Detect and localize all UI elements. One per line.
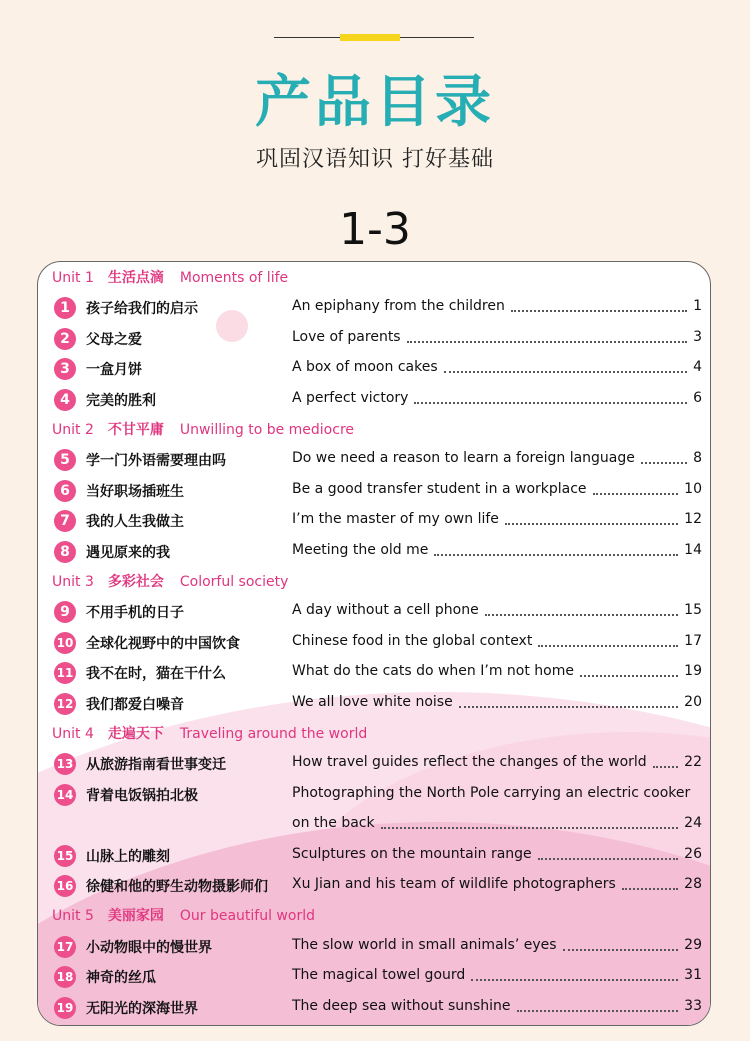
- entry-page-number: 28: [684, 876, 702, 892]
- entry-title-en: Be a good transfer student in a workplace: [292, 480, 587, 497]
- dot-leader: [444, 371, 687, 373]
- entry-title-cn: 完美的胜利: [86, 392, 156, 409]
- unit-heading: [52, 723, 367, 743]
- entry-title-cn: 小动物眼中的慢世界: [86, 939, 212, 956]
- unit-title-cn: 生活点滴: [107, 270, 164, 286]
- entry-title-cn: 当好职场插班生: [86, 483, 184, 500]
- toc-entry[interactable]: [38, 872, 711, 902]
- entry-number-badge: 16: [54, 875, 76, 897]
- entry-title-en: I’m the master of my own life: [292, 511, 499, 528]
- unit-title-cn: 美丽家园: [107, 908, 164, 925]
- toc-entry[interactable]: [38, 750, 711, 780]
- unit-label: Unit 2: [52, 422, 94, 438]
- dot-leader: [471, 979, 678, 981]
- dot-leader: [580, 675, 678, 677]
- toc-entry[interactable]: [38, 294, 711, 324]
- dot-leader: [622, 888, 678, 890]
- entry-title-en: How travel guides reflect the changes of the world: [292, 754, 647, 771]
- entry-number-badge: 10: [54, 632, 76, 654]
- entry-number-badge: 7: [54, 510, 76, 532]
- unit-label: Unit 3: [52, 574, 94, 590]
- unit-heading: [52, 419, 354, 439]
- entry-title-en: A perfect victory: [292, 389, 409, 406]
- unit-heading: [52, 905, 315, 925]
- unit-title-en: Traveling around the world: [179, 726, 368, 742]
- toc-entry[interactable]: [38, 386, 711, 416]
- entry-title-cn: 孩子给我们的启示: [86, 301, 198, 318]
- entry-number-badge: 9: [54, 601, 76, 623]
- toc-entry[interactable]: [38, 690, 711, 720]
- entry-number-badge: 14: [54, 784, 76, 806]
- entry-title-cn: 全球化视野中的中国饮食: [86, 635, 240, 652]
- dot-leader: [381, 827, 678, 829]
- toc-entry[interactable]: [38, 629, 711, 659]
- dot-leader: [641, 462, 687, 464]
- entry-title-en: We all love white noise: [292, 693, 453, 710]
- entry-title-en-continued: on the back: [292, 815, 375, 832]
- entry-page-number: 8: [693, 450, 702, 467]
- entry-number-badge: 11: [54, 662, 76, 684]
- toc-entry[interactable]: [38, 325, 711, 355]
- unit-title-en: Unwilling to be mediocre: [179, 422, 355, 438]
- entry-title-cn: 徐健和他的野生动物摄影师们: [86, 879, 268, 895]
- entry-title-cn: 我不在时，猫在干什么: [86, 666, 226, 683]
- toc-entry[interactable]: [38, 933, 711, 963]
- dot-leader: [563, 949, 678, 951]
- entry-title-cn: 我的人生我做主: [86, 514, 184, 531]
- entry-title-en: Love of parents: [292, 328, 401, 345]
- entry-title-en: Do we need a reason to learn a foreign language: [292, 450, 635, 467]
- toc-entry[interactable]: [38, 598, 711, 628]
- entry-page-number: 6: [693, 389, 702, 406]
- entry-title-cn: 无阳光的深海世界: [86, 1000, 198, 1017]
- entry-title-cn: 遇见原来的我: [86, 544, 170, 561]
- dot-leader: [505, 523, 678, 525]
- entry-title-en: An epiphany from the children: [292, 298, 505, 315]
- entry-title-en: The deep sea without sunshine: [292, 997, 511, 1014]
- entry-title-cn: 学一门外语需要理由吗: [86, 453, 226, 470]
- entry-page-number: 1: [693, 298, 702, 315]
- dot-leader: [485, 614, 678, 616]
- dot-leader: [538, 858, 678, 860]
- toc-entry-continuation[interactable]: [38, 811, 711, 841]
- entry-title-en: Xu Jian and his team of wildlife photographers: [292, 876, 616, 892]
- entry-title-cn: 父母之爱: [86, 331, 142, 348]
- entry-title-en: A box of moon cakes: [292, 359, 438, 376]
- entry-title-cn: 从旅游指南看世事变迁: [86, 757, 226, 774]
- entry-page-number: 31: [684, 967, 702, 984]
- entry-number-badge: 3: [54, 358, 76, 380]
- entry-title-en: Photographing the North Pole carrying an electric cooker: [292, 784, 691, 801]
- entry-title-cn: 背着电饭锅拍北极: [86, 787, 198, 804]
- entry-page-number: 20: [684, 693, 702, 710]
- toc-entry[interactable]: [38, 446, 711, 476]
- entry-title-cn: 一盒月饼: [86, 362, 142, 379]
- entry-title-en: The magical towel gourd: [292, 967, 466, 984]
- top-accent-bar: [340, 34, 400, 41]
- entry-page-number: 24: [684, 815, 702, 832]
- entry-page-number: 4: [693, 359, 702, 376]
- entry-number-badge: 1: [54, 297, 76, 319]
- volume-range: 1-3: [339, 204, 411, 255]
- unit-heading: [52, 571, 288, 591]
- toc-entry[interactable]: [38, 355, 711, 385]
- toc-entry[interactable]: [38, 994, 711, 1024]
- toc-entry[interactable]: [38, 507, 711, 537]
- toc-entry[interactable]: [38, 781, 711, 811]
- unit-title-en: Colorful society: [179, 574, 289, 590]
- entry-title-cn: 我们都爱白噪音: [86, 696, 184, 713]
- dot-leader: [593, 493, 678, 495]
- entry-title-en: What do the cats do when I’m not home: [292, 663, 574, 680]
- entry-page-number: 3: [693, 328, 702, 345]
- dot-leader: [414, 402, 687, 404]
- entry-number-badge: 12: [54, 693, 76, 715]
- entry-number-badge: 15: [54, 845, 76, 867]
- unit-label: Unit 4: [52, 726, 94, 742]
- unit-label: Unit 5: [52, 908, 94, 925]
- entry-number-badge: 17: [54, 936, 76, 958]
- entry-number-badge: 6: [54, 480, 76, 502]
- entry-page-number: 33: [684, 997, 702, 1014]
- entry-page-number: 17: [684, 632, 702, 649]
- contents-card: [37, 261, 711, 1026]
- entry-page-number: 22: [684, 754, 702, 771]
- unit-title-en: Moments of life: [179, 270, 289, 286]
- entry-title-en: The slow world in small animals’ eyes: [292, 936, 557, 953]
- dot-leader: [517, 1010, 678, 1012]
- dot-leader: [407, 341, 687, 343]
- page-subtitle: 巩固汉语知识 打好基础: [256, 147, 494, 172]
- entry-number-badge: 13: [54, 753, 76, 775]
- entry-number-badge: 19: [54, 997, 76, 1019]
- unit-label: Unit 1: [52, 270, 94, 286]
- entry-page-number: 29: [684, 936, 702, 953]
- dot-leader: [459, 706, 678, 708]
- unit-title-cn: 走遍天下: [107, 726, 164, 742]
- entry-title-en: Meeting the old me: [292, 541, 429, 558]
- page-title: 产品目录: [255, 70, 495, 135]
- entry-title-en: Chinese food in the global context: [292, 632, 533, 649]
- dot-leader: [511, 310, 687, 312]
- entry-number-badge: 2: [54, 328, 76, 350]
- entry-page-number: 10: [684, 480, 702, 497]
- unit-title-cn: 不甘平庸: [107, 422, 164, 438]
- entry-title-cn: 神奇的丝瓜: [86, 970, 156, 987]
- entry-page-number: 26: [684, 845, 702, 862]
- toc-entry[interactable]: [38, 963, 711, 993]
- entry-number-badge: 5: [54, 449, 76, 471]
- entry-page-number: 19: [684, 663, 702, 680]
- entry-title-cn: 山脉上的雕刻: [86, 848, 170, 865]
- entry-page-number: 14: [684, 541, 702, 558]
- entry-title-en: Sculptures on the mountain range: [292, 845, 532, 862]
- dot-leader: [538, 645, 678, 647]
- toc-entry[interactable]: [38, 659, 711, 689]
- entry-number-badge: 18: [54, 966, 76, 988]
- entry-page-number: 15: [684, 602, 702, 619]
- entry-page-number: 12: [684, 511, 702, 528]
- toc-entry[interactable]: [38, 477, 711, 507]
- unit-title-en: Our beautiful world: [179, 908, 315, 925]
- unit-heading: [52, 267, 288, 287]
- entry-title-en: A day without a cell phone: [292, 602, 479, 619]
- entry-number-badge: 4: [54, 389, 76, 411]
- dot-leader: [434, 554, 678, 556]
- unit-title-cn: 多彩社会: [107, 574, 164, 590]
- toc-entry[interactable]: [38, 842, 711, 872]
- entry-number-badge: 8: [54, 541, 76, 563]
- entry-title-cn: 不用手机的日子: [86, 605, 184, 622]
- toc-entry[interactable]: [38, 538, 711, 568]
- dot-leader: [653, 766, 678, 768]
